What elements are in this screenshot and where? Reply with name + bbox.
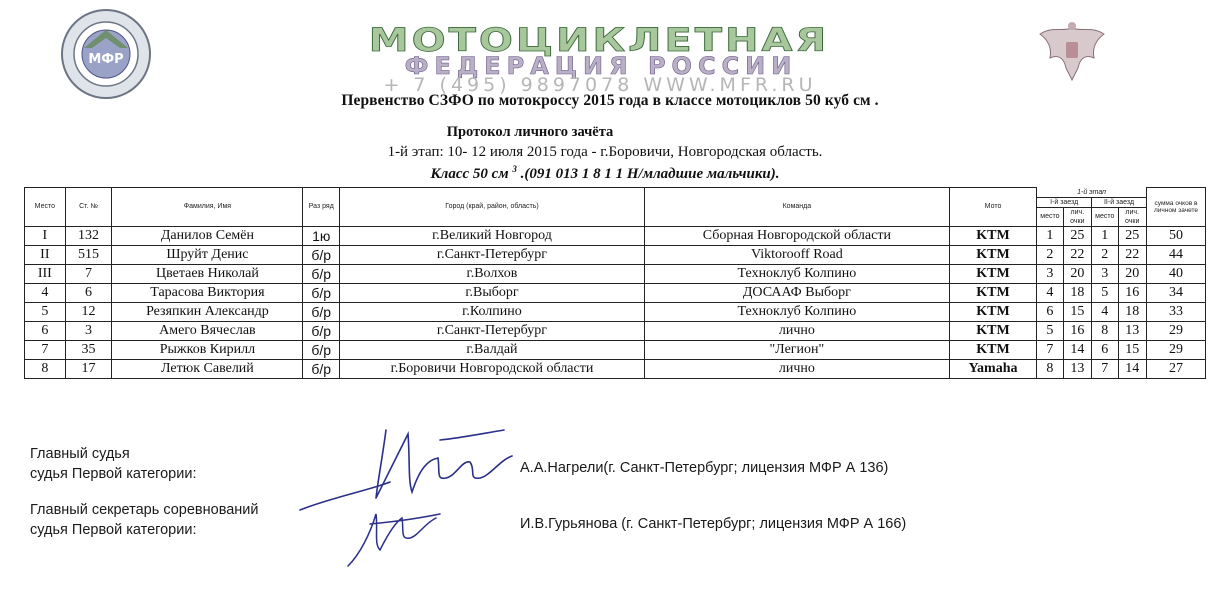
cell-team: "Легион"	[644, 340, 949, 359]
document-title: Первенство СЗФО по мотокроссу 2015 года в классе мотоциклов 50 куб см .	[341, 92, 879, 109]
header-heat1: I-й заезд	[1037, 197, 1092, 207]
federation-name-line2: ФЕДЕРАЦИЯ РОССИИ	[404, 52, 798, 80]
table-row	[25, 340, 1206, 359]
cell-city: г.Выборг	[340, 283, 645, 302]
cell-city: г.Колпино	[340, 302, 645, 321]
cell-h1s: 13	[1063, 359, 1091, 378]
cell-name: Рыжков Кирилл	[112, 340, 303, 359]
secretary-role	[30, 500, 259, 540]
cell-h1s: 16	[1063, 321, 1091, 340]
cell-sum: 50	[1146, 226, 1205, 245]
cell-h2p: 8	[1092, 321, 1118, 340]
cell-name: Данилов Семён	[112, 226, 303, 245]
cell-team: Viktorooff Road	[644, 245, 949, 264]
cell-h2p: 7	[1092, 359, 1118, 378]
cell-place: II	[25, 245, 66, 264]
cell-h2s: 25	[1118, 226, 1146, 245]
header-heat1-place: место	[1037, 207, 1063, 226]
cell-h2p: 4	[1092, 302, 1118, 321]
cell-h1p: 1	[1037, 226, 1063, 245]
cell-city: г.Волхов	[340, 264, 645, 283]
cell-h1s: 22	[1063, 245, 1091, 264]
cell-moto: KTM	[949, 264, 1036, 283]
cell-rank: б/р	[303, 340, 340, 359]
cell-sum: 44	[1146, 245, 1205, 264]
secretary-title-1: Главный секретарь соревнований	[30, 502, 259, 518]
cell-h2p: 6	[1092, 340, 1118, 359]
cell-name: Резяпкин Александр	[112, 302, 303, 321]
class-sup: 3	[512, 164, 517, 174]
cell-rank: 1ю	[303, 226, 340, 245]
table-row	[25, 226, 1206, 245]
cell-name: Летюк Савелий	[112, 359, 303, 378]
cell-city: г.Боровичи Новгородской области	[340, 359, 645, 378]
header-heat1-points: лич. очки	[1063, 207, 1091, 226]
cell-place: 7	[25, 340, 66, 359]
secretary-name: И.В.Гурьянова (г. Санкт-Петербург; лицензия МФР А 166)	[520, 516, 907, 532]
header-stage: 1-й этап	[1077, 188, 1107, 196]
federation-emblem-icon	[60, 8, 152, 100]
cell-no: 515	[65, 245, 112, 264]
header-city: Город (край, район, область)	[340, 188, 645, 227]
cell-h1s: 25	[1063, 226, 1091, 245]
cell-name: Цветаев Николай	[112, 264, 303, 283]
cell-no: 3	[65, 321, 112, 340]
cell-sum: 34	[1146, 283, 1205, 302]
cell-name: Шруйт Денис	[112, 245, 303, 264]
cell-team: лично	[644, 359, 949, 378]
cell-city: г.Санкт-Петербург	[340, 321, 645, 340]
cell-team: лично	[644, 321, 949, 340]
cell-h1p: 5	[1037, 321, 1063, 340]
cell-place: 8	[25, 359, 66, 378]
cell-city: г.Санкт-Петербург	[340, 245, 645, 264]
judge-title-2: судья Первой категории:	[30, 466, 197, 482]
cell-rank: б/р	[303, 283, 340, 302]
cell-rank: б/р	[303, 359, 340, 378]
results-table	[24, 187, 1206, 379]
class-info	[0, 164, 1210, 183]
emblem-letters: МФР	[88, 52, 124, 67]
cell-place: III	[25, 264, 66, 283]
cell-h2p: 1	[1092, 226, 1118, 245]
cell-place: 4	[25, 283, 66, 302]
cell-moto: Yamaha	[949, 359, 1036, 378]
table-row	[25, 283, 1206, 302]
secretary-title-2: судья Первой категории:	[30, 522, 197, 538]
cell-h1p: 3	[1037, 264, 1063, 283]
cell-place: 5	[25, 302, 66, 321]
cell-sum: 27	[1146, 359, 1205, 378]
cell-h2p: 2	[1092, 245, 1118, 264]
cell-team: Техноклуб Колпино	[644, 264, 949, 283]
cell-h2p: 5	[1092, 283, 1118, 302]
cell-rank: б/р	[303, 321, 340, 340]
cell-h1p: 7	[1037, 340, 1063, 359]
cell-sum: 29	[1146, 321, 1205, 340]
cell-place: 6	[25, 321, 66, 340]
cell-h2s: 15	[1118, 340, 1146, 359]
cell-h1s: 14	[1063, 340, 1091, 359]
header-moto: Мото	[949, 188, 1036, 227]
cell-city: г.Великий Новгород	[340, 226, 645, 245]
results-body	[25, 226, 1206, 378]
cell-name: Амего Вячеслав	[112, 321, 303, 340]
cell-h2s: 20	[1118, 264, 1146, 283]
header-rank: Раз ряд	[303, 188, 340, 227]
stage-info: 1-й этап: 10- 12 июля 2015 года - г.Боровичи, Новгородская область.	[387, 144, 823, 160]
cell-no: 132	[65, 226, 112, 245]
cell-h2s: 22	[1118, 245, 1146, 264]
cell-place: I	[25, 226, 66, 245]
judge-title-1: Главный судья	[30, 446, 130, 462]
cell-h1p: 4	[1037, 283, 1063, 302]
cell-h2s: 18	[1118, 302, 1146, 321]
cell-no: 35	[65, 340, 112, 359]
cell-h2s: 13	[1118, 321, 1146, 340]
header-heat2: II-й заезд	[1092, 197, 1147, 207]
cell-moto: KTM	[949, 302, 1036, 321]
cell-city: г.Валдай	[340, 340, 645, 359]
table-row	[25, 264, 1206, 283]
cell-sum: 29	[1146, 340, 1205, 359]
judge-role	[30, 444, 196, 484]
cell-no: 12	[65, 302, 112, 321]
cell-rank: б/р	[303, 302, 340, 321]
federation-name-line1: МОТОЦИКЛЕТНАЯ	[368, 22, 830, 59]
judge-name: А.А.Нагрели(г. Санкт-Петербург; лицензия МФР А 136)	[520, 460, 889, 476]
header-sum: сумма очков в личном зачете	[1146, 188, 1205, 227]
cell-team: Техноклуб Колпино	[644, 302, 949, 321]
cell-rank: б/р	[303, 245, 340, 264]
header-start-no: Ст. №	[65, 188, 112, 227]
secretary-signature-icon	[340, 494, 460, 574]
cell-moto: KTM	[949, 245, 1036, 264]
header-team: Команда	[644, 188, 949, 227]
table-row	[25, 359, 1206, 378]
class-suffix: .(091 013 1 8 1 1 Н/младшие мальчики).	[516, 166, 780, 182]
header-heat2-place: место	[1092, 207, 1118, 226]
class-prefix: Класс 50 см	[430, 166, 509, 182]
cell-h2s: 14	[1118, 359, 1146, 378]
cell-h1s: 15	[1063, 302, 1091, 321]
cell-h1s: 18	[1063, 283, 1091, 302]
cell-moto: KTM	[949, 283, 1036, 302]
federation-contacts: + 7 (495) 9897078 WWW.MFR.RU	[383, 74, 817, 96]
cell-team: Сборная Новгородской области	[644, 226, 949, 245]
cell-h1p: 8	[1037, 359, 1063, 378]
header-place: Место	[25, 188, 66, 227]
cell-no: 17	[65, 359, 112, 378]
cell-moto: KTM	[949, 226, 1036, 245]
cell-sum: 33	[1146, 302, 1205, 321]
cell-h1p: 6	[1037, 302, 1063, 321]
cell-moto: KTM	[949, 340, 1036, 359]
protocol-title: Протокол личного зачёта	[446, 124, 614, 140]
cell-sum: 40	[1146, 264, 1205, 283]
cell-h1p: 2	[1037, 245, 1063, 264]
header-heat2-points: лич. очки	[1118, 207, 1146, 226]
cell-no: 6	[65, 283, 112, 302]
cell-team: ДОСААФ Выборг	[644, 283, 949, 302]
table-row	[25, 245, 1206, 264]
cell-moto: KTM	[949, 321, 1036, 340]
table-row	[25, 321, 1206, 340]
cell-rank: б/р	[303, 264, 340, 283]
cell-h1s: 20	[1063, 264, 1091, 283]
header-name: Фамилия, Имя	[112, 188, 303, 227]
cell-name: Тарасова Виктория	[112, 283, 303, 302]
cell-no: 7	[65, 264, 112, 283]
double-headed-eagle-icon	[1032, 18, 1112, 88]
cell-h2s: 16	[1118, 283, 1146, 302]
table-row	[25, 302, 1206, 321]
cell-h2p: 3	[1092, 264, 1118, 283]
